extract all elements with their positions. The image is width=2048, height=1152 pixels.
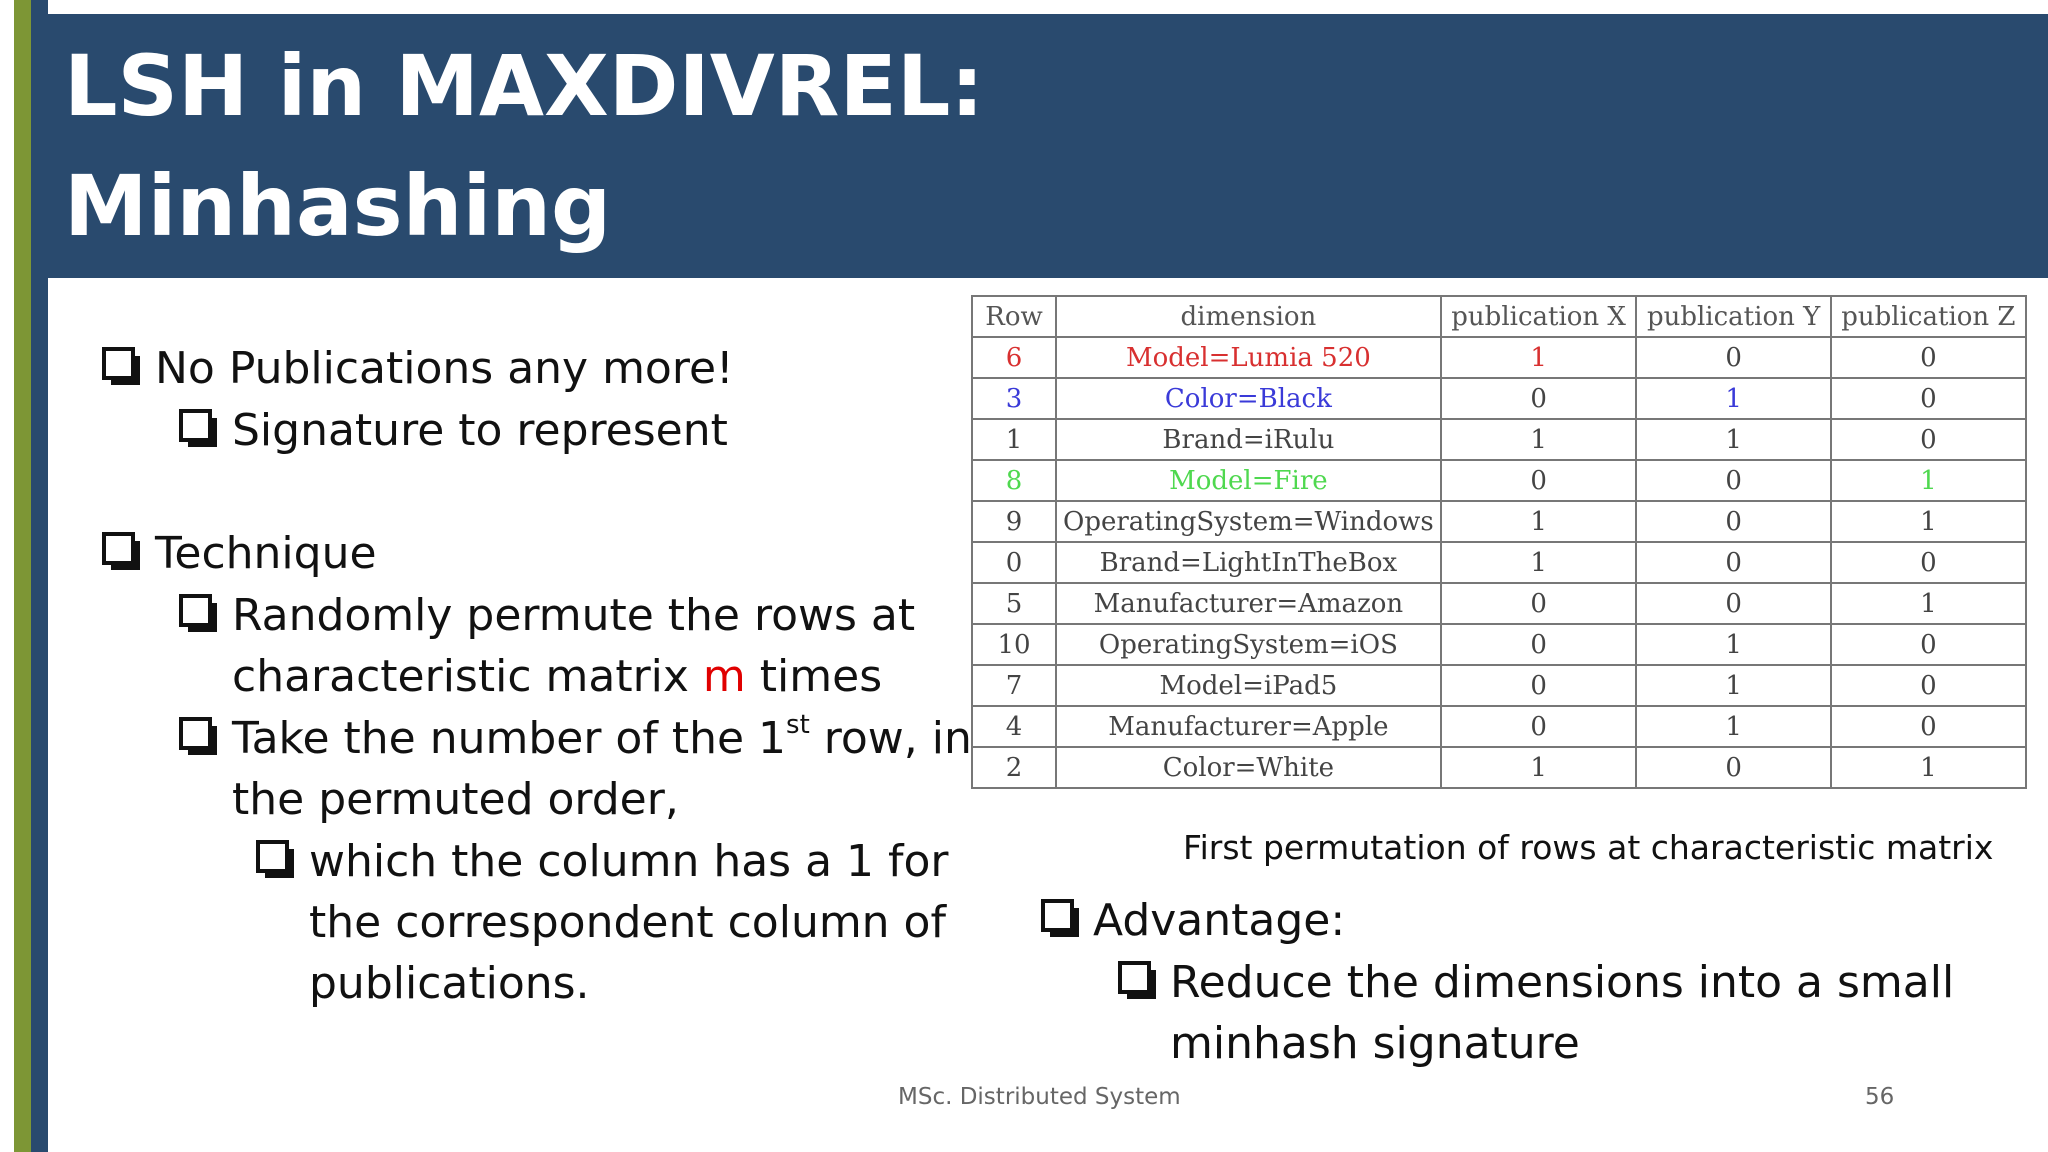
header-publication-x: publication X xyxy=(1441,296,1637,337)
cell-publication-z: 1 xyxy=(1831,460,2026,501)
table-row xyxy=(972,501,2026,542)
cell-publication-y: 0 xyxy=(1636,460,1830,501)
cell-publication-z: 1 xyxy=(1831,583,2026,624)
bullet-column-line-2: the correspondent column of xyxy=(309,897,946,948)
bullet-reduce-line-2: minhash signature xyxy=(1170,1018,1580,1069)
cell-dimension: Model=iPad5 xyxy=(1056,665,1441,706)
emphasis-m: m xyxy=(702,651,746,702)
accent-bar-green xyxy=(14,0,31,1152)
cell-row-number: 4 xyxy=(972,706,1056,747)
table-row xyxy=(972,706,2026,747)
bullet-first-row-line-2: the permuted order, xyxy=(232,774,679,825)
cell-publication-z: 0 xyxy=(1831,624,2026,665)
cell-publication-x: 0 xyxy=(1441,378,1637,419)
cell-dimension: OperatingSystem=iOS xyxy=(1056,624,1441,665)
cell-row-number: 3 xyxy=(972,378,1056,419)
cell-row-number: 10 xyxy=(972,624,1056,665)
cell-row-number: 6 xyxy=(972,337,1056,378)
cell-publication-y: 1 xyxy=(1636,419,1830,460)
cell-publication-x: 1 xyxy=(1441,337,1637,378)
title-line-1: LSH in MAXDIVREL: xyxy=(64,37,984,135)
cell-publication-z: 0 xyxy=(1831,542,2026,583)
cell-publication-z: 1 xyxy=(1831,501,2026,542)
cell-publication-y: 1 xyxy=(1636,706,1830,747)
table-header-row xyxy=(972,296,2026,337)
cell-publication-x: 0 xyxy=(1441,583,1637,624)
slide-number: 56 xyxy=(1865,1084,1895,1110)
table-row xyxy=(972,665,2026,706)
cell-publication-x: 0 xyxy=(1441,460,1637,501)
cell-dimension: Model=Lumia 520 xyxy=(1056,337,1441,378)
text-segment: row, in xyxy=(809,713,972,764)
cell-publication-z: 0 xyxy=(1831,419,2026,460)
cell-publication-x: 0 xyxy=(1441,706,1637,747)
cell-row-number: 2 xyxy=(972,747,1056,788)
table-row xyxy=(972,337,2026,378)
text-segment: times xyxy=(745,651,883,702)
bullet-column-line-1: which the column has a 1 for xyxy=(309,836,949,887)
cell-dimension: Brand=iRulu xyxy=(1056,419,1441,460)
bullet-column-line-3: publications. xyxy=(309,958,590,1009)
cell-publication-x: 1 xyxy=(1441,419,1637,460)
cell-row-number: 9 xyxy=(972,501,1056,542)
cell-publication-z: 0 xyxy=(1831,665,2026,706)
cell-row-number: 1 xyxy=(972,419,1056,460)
cell-dimension: Model=Fire xyxy=(1056,460,1441,501)
cell-publication-y: 0 xyxy=(1636,542,1830,583)
cell-publication-z: 0 xyxy=(1831,706,2026,747)
header-publication-z: publication Z xyxy=(1831,296,2026,337)
cell-publication-x: 0 xyxy=(1441,624,1637,665)
header-publication-y: publication Y xyxy=(1636,296,1830,337)
bullet-first-row-line-1 xyxy=(232,708,972,770)
bullet-no-publications: No Publications any more! xyxy=(155,343,734,394)
table-body xyxy=(972,337,2026,788)
table-row xyxy=(972,624,2026,665)
text-segment: Take the number of the 1 xyxy=(232,713,787,764)
cell-row-number: 7 xyxy=(972,665,1056,706)
cell-publication-z: 0 xyxy=(1831,378,2026,419)
bullet-signature: Signature to represent xyxy=(232,405,728,456)
cell-dimension: OperatingSystem=Windows xyxy=(1056,501,1441,542)
cell-publication-y: 0 xyxy=(1636,501,1830,542)
accent-bar-navy xyxy=(31,0,48,1152)
bullet-permute-line-2 xyxy=(232,646,882,708)
cell-dimension: Color=Black xyxy=(1056,378,1441,419)
cell-row-number: 5 xyxy=(972,583,1056,624)
table-row xyxy=(972,583,2026,624)
cell-publication-x: 0 xyxy=(1441,665,1637,706)
cell-publication-x: 1 xyxy=(1441,501,1637,542)
cell-publication-y: 0 xyxy=(1636,583,1830,624)
cell-dimension: Manufacturer=Amazon xyxy=(1056,583,1441,624)
cell-publication-x: 1 xyxy=(1441,542,1637,583)
bullet-advantage: Advantage: xyxy=(1093,895,1346,946)
table-row xyxy=(972,460,2026,501)
cell-publication-y: 1 xyxy=(1636,624,1830,665)
cell-dimension: Color=White xyxy=(1056,747,1441,788)
cell-publication-y: 0 xyxy=(1636,747,1830,788)
text-segment: characteristic matrix xyxy=(232,651,703,702)
cell-publication-z: 1 xyxy=(1831,747,2026,788)
cell-publication-y: 0 xyxy=(1636,337,1830,378)
cell-row-number: 0 xyxy=(972,542,1056,583)
cell-publication-y: 1 xyxy=(1636,665,1830,706)
table-row xyxy=(972,542,2026,583)
bullet-permute-line-1: Randomly permute the rows at xyxy=(232,590,916,641)
title-line-2: Minhashing xyxy=(64,157,612,255)
bullet-technique: Technique xyxy=(155,528,377,579)
footer-course: MSc. Distributed System xyxy=(898,1084,1181,1110)
superscript-st: st xyxy=(786,710,810,740)
header-row: Row xyxy=(972,296,1056,337)
characteristic-matrix-table xyxy=(971,295,2027,789)
bullet-reduce-line-1: Reduce the dimensions into a small xyxy=(1170,957,1955,1008)
header-dimension: dimension xyxy=(1056,296,1441,337)
cell-publication-x: 1 xyxy=(1441,747,1637,788)
cell-publication-z: 0 xyxy=(1831,337,2026,378)
cell-dimension: Manufacturer=Apple xyxy=(1056,706,1441,747)
title-banner xyxy=(48,14,2048,278)
table-caption: First permutation of rows at characteristic matrix xyxy=(1183,828,1994,867)
table-row xyxy=(972,747,2026,788)
table-row xyxy=(972,419,2026,460)
cell-dimension: Brand=LightInTheBox xyxy=(1056,542,1441,583)
cell-publication-y: 1 xyxy=(1636,378,1830,419)
table-row xyxy=(972,378,2026,419)
cell-row-number: 8 xyxy=(972,460,1056,501)
